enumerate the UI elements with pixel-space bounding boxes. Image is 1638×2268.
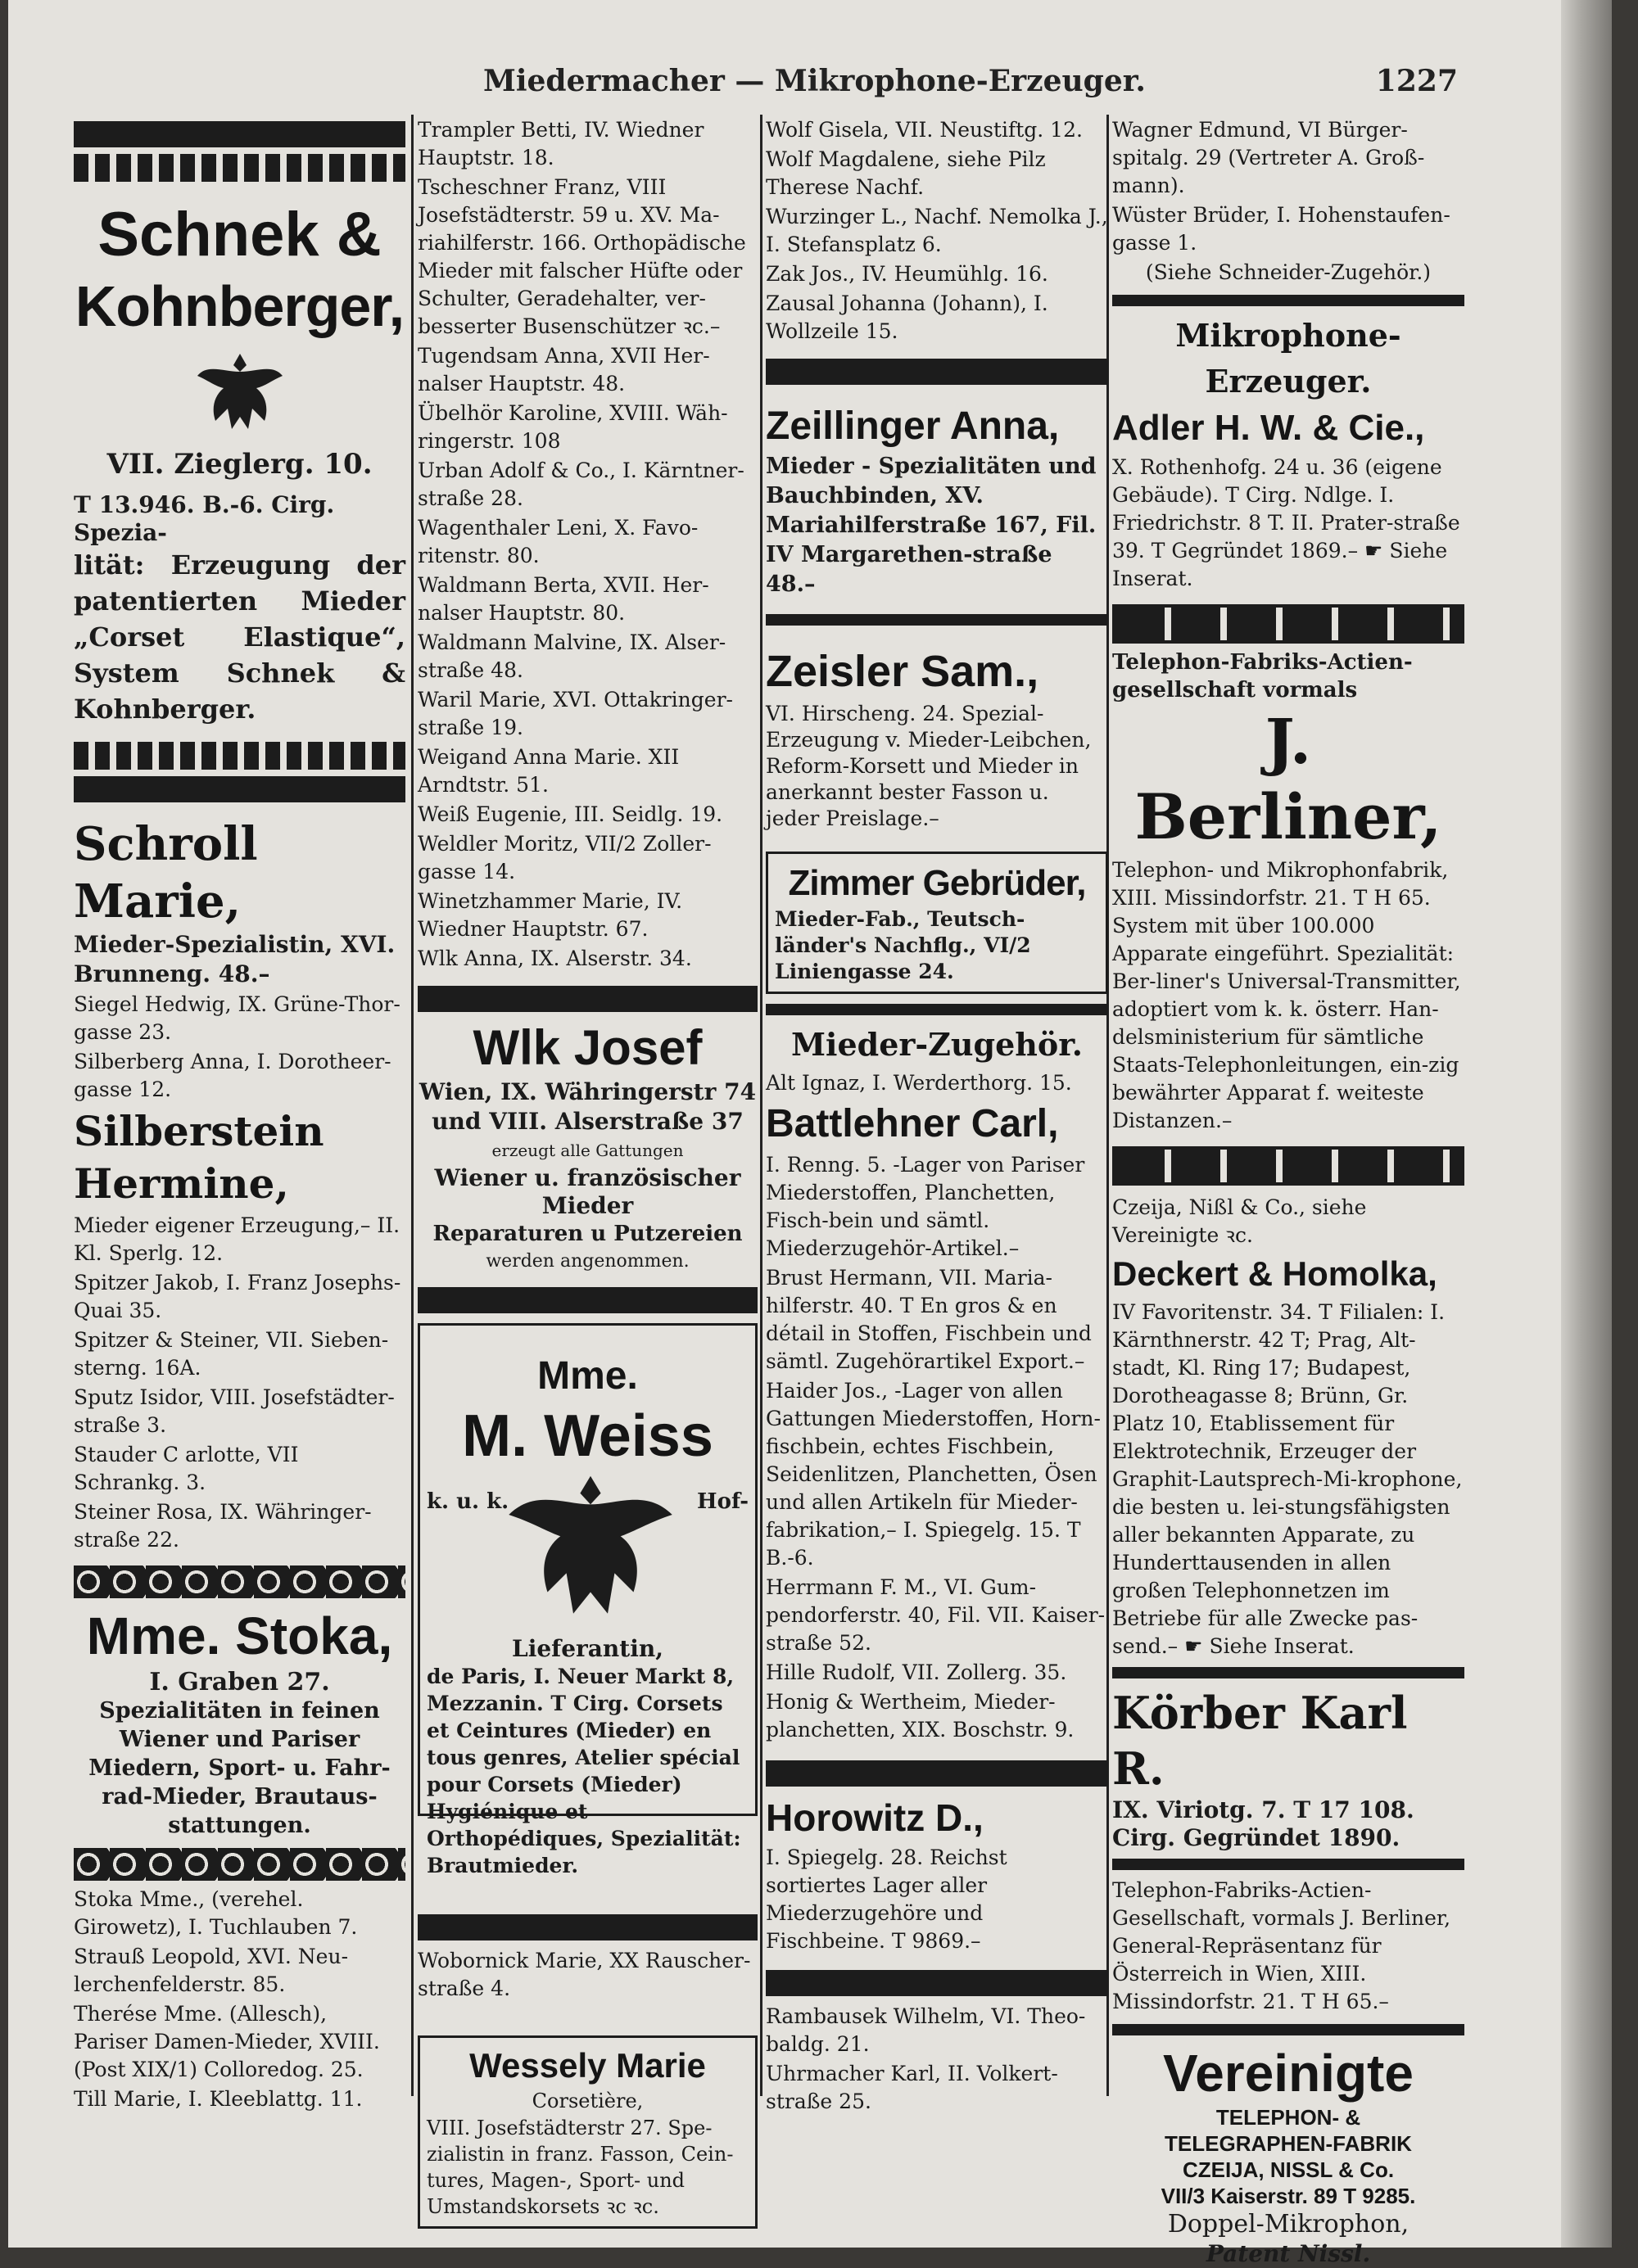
running-title: Miedermacher — Mikrophone-Erzeuger. [483, 64, 1146, 98]
page-number: 1227 [1375, 64, 1458, 98]
ad-text: I. Spiegelg. 28. Reichst sortiertes Lager aller Miederzugehöre und Fischbeine. T 9869.– [766, 1846, 1007, 1953]
ad-title: Körber Karl R. [1112, 1687, 1408, 1795]
list-item: Wolf Magdalene, siehe Pilz Therese Nachf. [766, 147, 1046, 199]
ornament-bar [766, 614, 1108, 626]
list-item: Spitzer & Steiner, VII. Sieben-sterng. 16A. [74, 1328, 389, 1380]
ad-text: erzeugt alle Gattungen [491, 1141, 684, 1160]
ornament-bar [1112, 1859, 1464, 1870]
column-4 [1112, 115, 1464, 2268]
list-item: Steiner Rosa, IX. Währinger-straße 22. [74, 1500, 372, 1552]
list-item: Sputz Isidor, VIII. Josefstädter-straße 3. [74, 1385, 395, 1437]
ad-text: IX. Viriotg. 7. T 17 108. Cirg. Gegründet 1890. [1112, 1796, 1414, 1851]
column-1 [74, 115, 405, 2115]
list-item: Honig & Wertheim, Mieder-planchetten, XIX. Boschstr. 9. [766, 1690, 1075, 1742]
ad-title: Vereinigte [1163, 2044, 1414, 2103]
ad-text: X. Rothenhofg. 24 u. 36 (eigene Gebäude). T Cirg. Ndlge. I. Friedrichstr. 8 T. II. Prater-straße 39. T Gegründet 1869.– ☛ Siehe Inserat. [1112, 455, 1460, 590]
ad-title: Schnek & [97, 200, 382, 269]
section-heading: Mikrophone-Erzeuger. [1175, 317, 1401, 400]
list-item: Weldler Moritz, VII/2 Zoller-gasse 14. [418, 832, 712, 883]
ornament-border [1112, 604, 1464, 644]
list-item: Waril Marie, XVI. Ottakringer-straße 19. [418, 688, 733, 739]
list-item: Wurzinger L., Nachf. Nemolka J., I. Stefansplatz 6. [766, 205, 1108, 256]
eagle-emblem-icon [191, 347, 289, 437]
ad-text: Lieferantin, [512, 1635, 663, 1662]
list-item: Rambausek Wilhelm, VI. Theo-baldg. 21. [766, 2004, 1086, 2056]
ad-address: I. Graben 27. [149, 1668, 330, 1696]
list-item: Wlk Anna, IX. Alserstr. 34. [418, 947, 692, 970]
list-item: Weiß Eugenie, III. Seidlg. 19. [418, 802, 723, 826]
ad-title: Mme. [537, 1354, 638, 1398]
ornament-bar [418, 1914, 758, 1940]
list-item: Zak Jos., IV. Heumühlg. 16. [766, 262, 1048, 286]
list-item: Wobornick Marie, XX Rauscher-straße 4. [418, 1949, 751, 2000]
list-item: Waldmann Malvine, IX. Alser-straße 48. [418, 630, 726, 682]
ad-text: de Paris, I. Neuer Markt 8, Mezzanin. T Cirg. Corsets et Ceintures (Mieder) en tous genres, Atelier spécial pour Corsets (Mieder) Hygiénique et Orthopédiques, Spezialität: Brautmieder. [427, 1665, 741, 1877]
ornament-bar [1112, 295, 1464, 306]
ad-text: TELEGRAPHEN-FABRIK [1165, 2131, 1412, 2156]
ad-title: Silberstein Hermine, [74, 1107, 324, 1208]
ad-text: Doppel-Mikrophon, [1167, 2210, 1409, 2239]
list-item: Silberberg Anna, I. Dorotheer-gasse 12. [74, 1050, 391, 1101]
ad-text: Reparaturen u Putzereien [432, 1222, 743, 1246]
column-2 [418, 115, 758, 2239]
ad-text: TELEPHON- & [1215, 2105, 1361, 2130]
directory-page [8, 0, 1612, 2267]
list-item: Herrmann F. M., VI. Gum-pendorferstr. 40, Fil. VII. Kaiser-straße 52. [766, 1575, 1106, 1655]
ad-text: k. u. k. [427, 1489, 509, 1514]
list-item: Trampler Betti, IV. Wiedner Hauptstr. 18. [418, 118, 704, 169]
list-item: Till Marie, I. Kleeblattg. 11. [74, 2087, 363, 2111]
ad-text: IV Favoritenstr. 34. T Filialen: I. Kärnthnerstr. 42 T; Prag, Alt-stadt, Kl. Ring 17; Budapest, Dorotheagasse 8; Brünn, Gr. Platz 10, Etablissement für Elektrotechnik, Erzeuger der Graphit-Lautsprech-Mi-krophone, die besten u. lei-stungsfähigsten aller bekannten Apparate, zu Hunderttausenden in allen großen Telephonnetzen im Betriebe für alle Zwecke pas-send.– ☛ Siehe Inserat. [1112, 1300, 1463, 1658]
list-item: Stoka Mme., (verehel. Girowetz), I. Tuchlauben 7. [74, 1887, 358, 1939]
page-header [57, 57, 1458, 98]
list-item: Wagner Edmund, VI Bürger-spitalg. 29 (Vertreter A. Groß-mann). [1112, 118, 1425, 197]
ornament-bar [418, 986, 758, 1012]
ad-title: Battlehner Carl, [766, 1102, 1059, 1145]
list-item: Waldmann Berta, XVII. Her-nalser Hauptstr. 80. [418, 573, 709, 625]
ad-text: Mieder eigener Erzeugung,– II. Kl. Sperlg. 12. [74, 1213, 400, 1265]
book-edge [1561, 0, 1612, 2248]
advert-box [766, 852, 1108, 994]
ornament-bar [74, 776, 405, 802]
column-3 [766, 115, 1108, 2117]
ornament-bar [74, 121, 405, 147]
column-rule [760, 115, 762, 2096]
list-item: Brust Hermann, VII. Maria-hilferstr. 40. T En gros & en détail in Stoffen, Fischbein und sämtl. Zugehörartikel Export.– [766, 1266, 1092, 1373]
list-item: Therése Mme. (Allesch), Pariser Damen-Mieder, XVIII. (Post XIX/1) Colloredog. 25. [74, 2002, 380, 2081]
ornament-bar [766, 1004, 1108, 1015]
list-item: Alt Ignaz, I. Werderthorg. 15. [766, 1071, 1072, 1095]
list-item: Übelhör Karoline, XVIII. Wäh-ringerstr. 108 [418, 401, 728, 453]
ad-phone: T 13.946. B.-6. Cirg. Spezia- [74, 491, 335, 546]
section-heading: Mieder-Zugehör. [790, 1026, 1084, 1063]
ad-text: Spezialitäten in feinen Wiener und Pariser Miedern, Sport- u. Fahr-rad-Mieder, Brautaus-stattungen. [88, 1698, 391, 1838]
ad-text: werden angenommen. [486, 1251, 690, 1272]
ad-title: Schroll Marie, [74, 817, 258, 928]
ad-text: Telephon-Fabriks-Actien-gesellschaft vormals [1112, 650, 1413, 703]
ad-title: Horowitz D., [766, 1796, 984, 1839]
ad-title: Wessely Marie [469, 2046, 706, 2085]
list-item: Zausal Johanna (Johann), I. Wollzeile 15. [766, 291, 1048, 343]
ad-text: Corsetière, [532, 2090, 644, 2112]
list-item: Czeija, Nißl & Co., siehe Vereinigte ꝛc. [1112, 1195, 1367, 1247]
list-item: Tscheschner Franz, VIII Josefstädterstr. 59 u. XV. Ma-riahilferstr. 166. Orthopädische Mieder mit falscher Hüfte oder Schulter, Geradehalter, ver-besserter Busenschützer ꝛc.– [418, 175, 746, 338]
ad-text: Mieder - Spezialitäten und Bauchbinden, XV. Mariahilferstraße 167, Fil. IV Margarethen-straße 48.– [766, 454, 1097, 597]
ornament-bar [766, 1760, 1108, 1787]
list-item: Weigand Anna Marie. XII Arndtstr. 51. [418, 745, 680, 797]
ad-title: Mme. Stoka, [86, 1606, 393, 1665]
ad-text: Telephon-Fabriks-Actien-Gesellschaft, vormals J. Berliner, General-Repräsentanz für Österreich in Wien, XIII. Missindorfstr. 21. T H 65.– [1112, 1878, 1451, 2013]
ad-address: Wien, IX. Währingerstr 74 und VIII. Alserstraße 37 [419, 1078, 757, 1135]
ornament-border [74, 1848, 405, 1881]
ornament-bar [766, 1970, 1108, 1996]
ad-title: Adler H. W. & Cie., [1112, 408, 1425, 448]
list-item: Hille Rudolf, VII. Zollerg. 35. [766, 1660, 1067, 1684]
ad-address: VII. Zieglerg. 10. [106, 448, 373, 481]
ad-title: Kohnberger, [75, 274, 405, 338]
list-item: Wagenthaler Leni, X. Favo-ritenstr. 80. [418, 516, 699, 567]
list-item: Uhrmacher Karl, II. Volkert-straße 25. [766, 2062, 1058, 2113]
ad-title: J. Berliner, [1134, 705, 1442, 853]
list-item: Stauder C arlotte, VII Schrankg. 3. [74, 1443, 299, 1494]
ad-text: CZEIJA, NISSL & Co. [1182, 2157, 1395, 2182]
ornament-border [74, 1565, 405, 1598]
ornament-border [74, 154, 405, 182]
list-item: Wolf Gisela, VII. Neustiftg. 12. [766, 118, 1083, 142]
list-item: Urban Adolf & Co., I. Kärntner-straße 28. [418, 459, 744, 510]
list-item: Tugendsam Anna, XVII Her-nalser Hauptstr. 48. [418, 344, 710, 395]
list-item: Winetzhammer Marie, IV. Wiedner Hauptstr. 67. [418, 889, 683, 941]
ad-text: Telephon- und Mikrophonfabrik, XIII. Missindorfstr. 21. T H 65. System mit über 100.000 Apparate eingeführt. Spezialität: Ber-liner's Universal-Transmitter, adoptiert vom k. k. österr. Han-delsministerium für sämtliche Staats-Telephonleitungen, ein-zig bewährter Apparat f. weiteste Distanzen.– [1112, 858, 1461, 1132]
ornament-bar [766, 359, 1108, 385]
ad-text: VIII. Josefstädterstr 27. Spe-zialistin in franz. Fasson, Cein-tures, Magen-, Sport- und Umstandskorsets ꝛc ꝛc. [427, 2117, 734, 2218]
ad-title: Deckert & Homolka, [1112, 1254, 1437, 1293]
list-item: Spitzer Jakob, I. Franz Josephs-Quai 35. [74, 1271, 401, 1322]
ornament-bar [418, 1287, 758, 1313]
eagle-emblem-icon [505, 1471, 676, 1627]
ad-text: Mieder-Spezialistin, XVI. Brunneng. 48.– [74, 931, 396, 987]
ad-title: Zeillinger Anna, [766, 404, 1060, 448]
ornament-bar [1112, 1667, 1464, 1678]
ad-title: Zeisler Sam., [766, 647, 1039, 696]
ad-title: Zimmer Gebrüder, [788, 863, 1086, 903]
list-item: Haider Jos., -Lager von allen Gattungen Miederstoffen, Horn-fischbein, echtes Fischbein, Seidenlitzen, Planchetten, Ösen und allen Artikeln für Mieder-fabrikation,– I. Spiegelg. 15. T B.-6. [766, 1379, 1101, 1570]
advert-box [418, 2035, 758, 2229]
list-item: Siegel Hedwig, IX. Grüne-Thor-gasse 23. [74, 992, 400, 1044]
advert-box [418, 1323, 758, 1877]
list-item: Strauß Leopold, XVI. Neu-lerchenfelderstr. 85. [74, 1945, 349, 1996]
ad-text: Mieder-Fab., Teutsch-länder's Nachflg., VI/2 Liniengasse 24. [775, 907, 1031, 983]
column-rule [411, 115, 414, 2096]
ad-text: Patent Nissl. [1206, 2240, 1371, 2267]
ad-title: M. Weiss [462, 1403, 713, 1469]
ornament-bar [1112, 2024, 1464, 2035]
ad-text: Wiener u. französischer Mieder [434, 1164, 741, 1219]
list-item: Wüster Brüder, I. Hohenstaufen-gasse 1. [1112, 203, 1450, 255]
ad-text: VII/3 Kaiserstr. 89 T 9285. [1161, 2184, 1416, 2208]
ornament-border [1112, 1146, 1464, 1186]
ad-text: I. Renng. 5. -Lager von Pariser Miederstoffen, Planchetten, Fisch-bein und sämtl. Miederzugehör-Artikel.– [766, 1153, 1085, 1260]
ad-title: Wlk Josef [473, 1020, 703, 1075]
list-item: (Siehe Schneider-Zugehör.) [1145, 260, 1432, 284]
ad-text: lität: Erzeugung der patentierten Mieder „Corset Elastique“, System Schnek & Kohnberger. [74, 549, 405, 725]
ornament-border [74, 742, 405, 770]
ad-text: VI. Hirscheng. 24. Spezial-Erzeugung v. Mieder-Leibchen, Reform-Korsett und Mieder in anerkannt bester Fasson u. jeder Preislage.– [766, 702, 1092, 830]
ad-text: Hof- [697, 1489, 749, 1514]
